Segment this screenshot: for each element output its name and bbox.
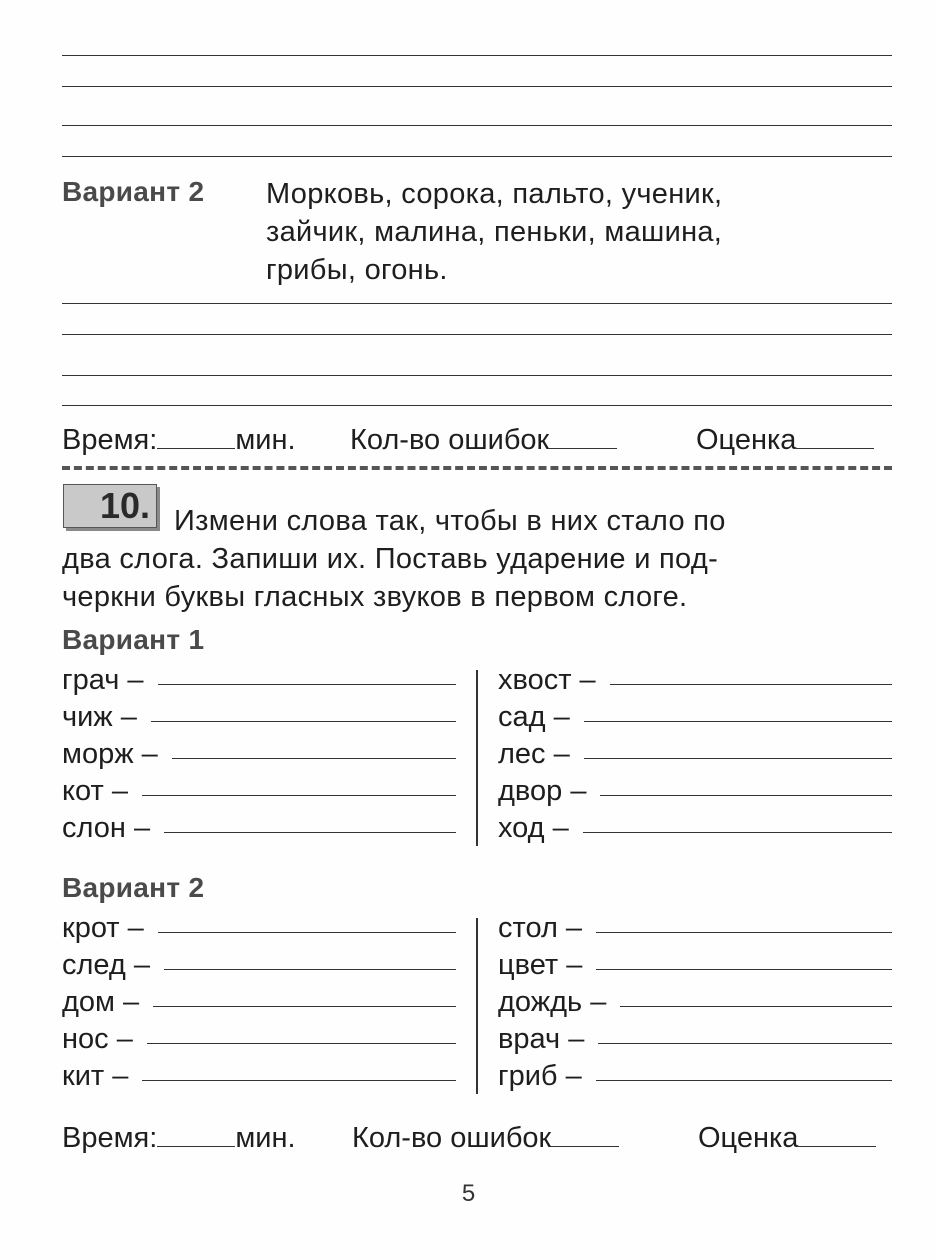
writing-line — [62, 156, 892, 157]
variant-heading: Вариант 2 — [62, 176, 205, 207]
word-entry[interactable]: дом – — [62, 986, 456, 1024]
stats-row — [62, 1122, 296, 1155]
word-entry[interactable]: сад – — [498, 701, 892, 739]
time-label: Время: — [62, 424, 158, 456]
task-text-line: два слога. Запиши их. Поставь ударение и под- — [62, 543, 719, 575]
word-entry[interactable]: кит – — [62, 1060, 456, 1098]
errors-blank[interactable] — [549, 424, 617, 449]
writing-line — [62, 55, 892, 56]
minutes-label: мин. — [235, 1122, 296, 1154]
word-entry[interactable]: дождь – — [498, 986, 892, 1024]
word-entry[interactable]: нос – — [62, 1023, 456, 1061]
stats-row — [62, 424, 296, 457]
word-list-line: Морковь, сорока, пальто, ученик, — [266, 178, 723, 210]
writing-line — [62, 86, 892, 87]
word-entry[interactable]: стол – — [498, 912, 892, 950]
column-divider — [476, 918, 478, 1094]
stats-grade — [696, 424, 874, 457]
word-entry[interactable]: врач – — [498, 1023, 892, 1061]
word-entry[interactable]: крот – — [62, 912, 456, 950]
writing-line — [62, 303, 892, 304]
word-entry[interactable]: след – — [62, 949, 456, 987]
word-entry[interactable]: ход – — [498, 812, 892, 850]
word-entry[interactable]: кот – — [62, 775, 456, 813]
word-list-line: зайчик, малина, пеньки, машина, — [266, 216, 723, 248]
word-entry[interactable]: хвост – — [498, 664, 892, 702]
word-entry[interactable]: лес – — [498, 738, 892, 776]
writing-line — [62, 334, 892, 335]
writing-line — [62, 125, 892, 126]
time-blank[interactable] — [157, 1122, 235, 1147]
word-entry[interactable]: слон – — [62, 812, 456, 850]
grade-blank[interactable] — [798, 1122, 876, 1147]
word-entry[interactable]: двор – — [498, 775, 892, 813]
writing-line — [62, 405, 892, 406]
column-divider — [476, 670, 478, 846]
errors-label: Кол-во ошибок — [352, 1122, 552, 1154]
word-entry[interactable]: морж – — [62, 738, 456, 776]
errors-blank[interactable] — [551, 1122, 619, 1147]
word-entry[interactable]: гриб – — [498, 1060, 892, 1098]
minutes-label: мин. — [235, 424, 296, 456]
writing-line — [62, 375, 892, 376]
task-text-line: Измени слова так, чтобы в них стало по — [174, 505, 726, 537]
task-number: 10. — [63, 484, 157, 528]
grade-label: Оценка — [696, 424, 797, 456]
time-blank[interactable] — [157, 424, 235, 449]
word-list-line: грибы, огонь. — [266, 254, 448, 286]
grade-label: Оценка — [698, 1122, 799, 1154]
errors-label: Кол-во ошибок — [350, 424, 550, 456]
grade-blank[interactable] — [796, 424, 874, 449]
word-entry[interactable]: цвет – — [498, 949, 892, 987]
variant-heading: Вариант 1 — [62, 624, 205, 655]
stats-grade — [698, 1122, 876, 1155]
word-entry[interactable]: чиж – — [62, 701, 456, 739]
stats-errors — [352, 1122, 619, 1155]
stats-errors — [350, 424, 617, 457]
word-entry[interactable]: грач – — [62, 664, 456, 702]
section-divider — [62, 466, 892, 470]
task-text-line: черкни буквы гласных звуков в первом слоге. — [62, 581, 688, 613]
variant-heading: Вариант 2 — [62, 872, 205, 903]
page-number: 5 — [461, 1180, 476, 1207]
time-label: Время: — [62, 1122, 158, 1154]
